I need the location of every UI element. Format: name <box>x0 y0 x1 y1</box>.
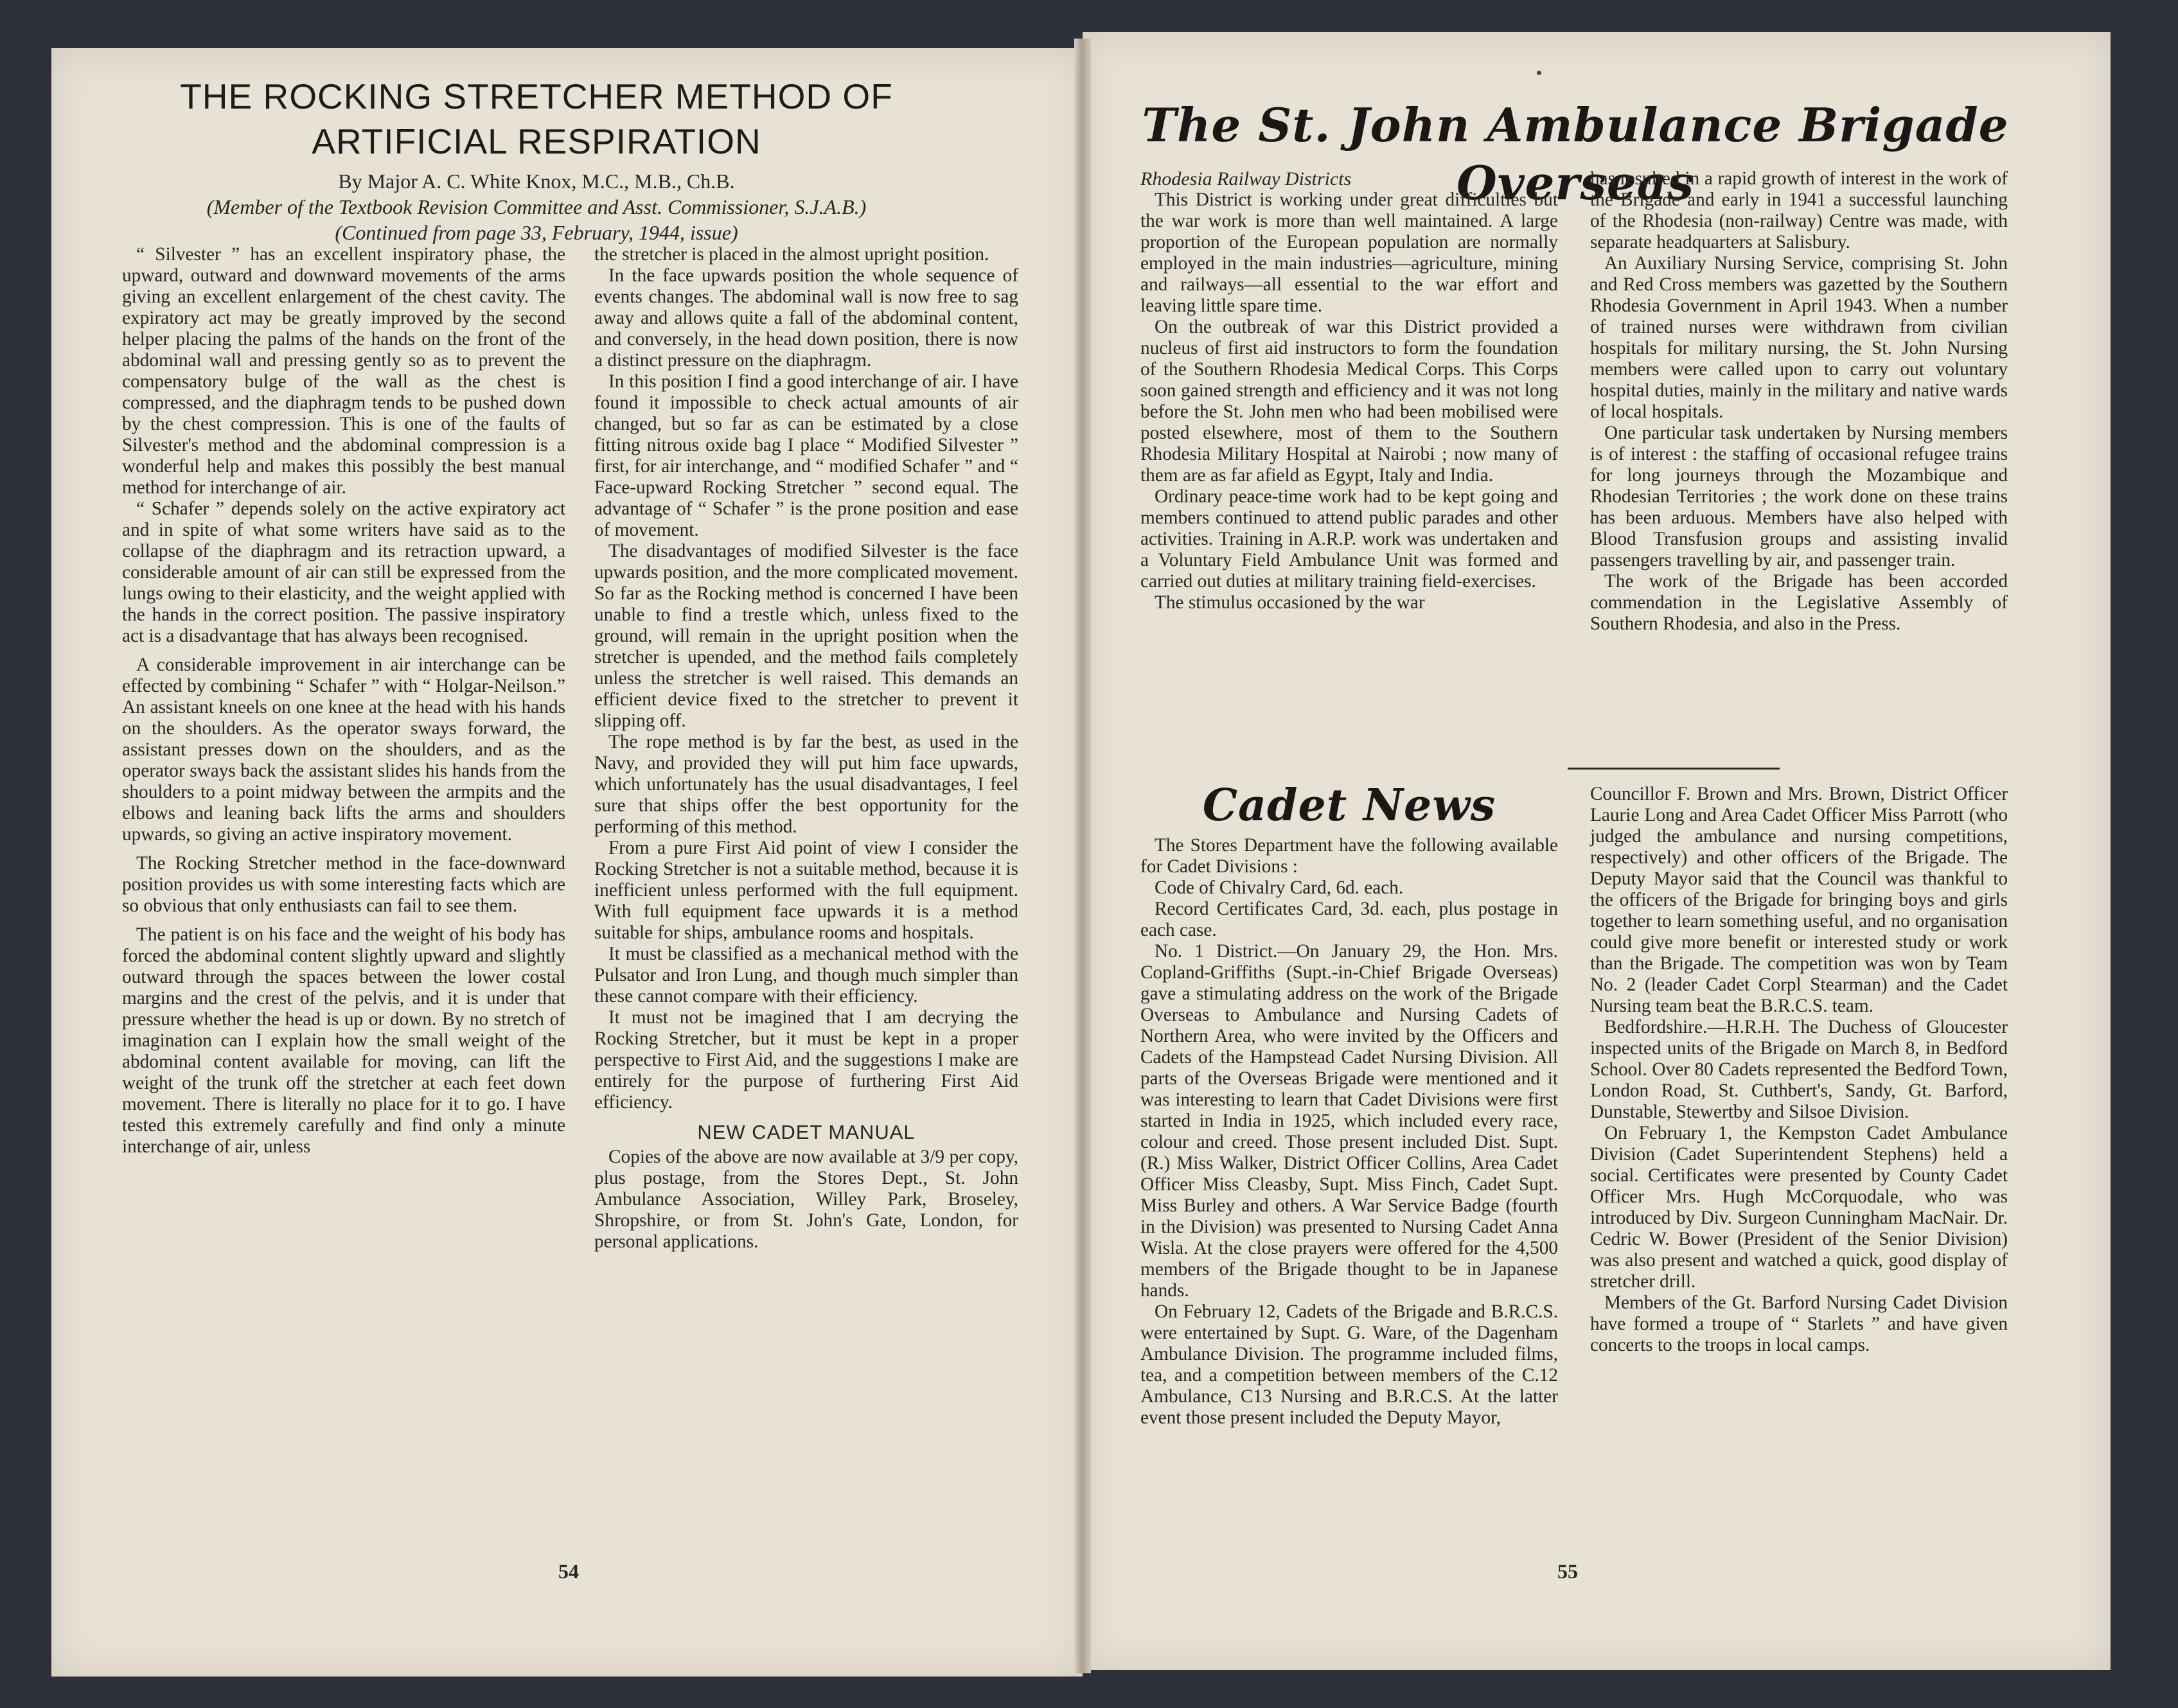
paragraph: The Rocking Stretcher method in the face-downward position provides us with some interesting facts which are so obvious that only enthusiasts can fail to see them. <box>122 853 565 916</box>
paragraph: The work of the Brigade has been accorded commendation in the Legislative Assembly of Southern Rhodesia, and also in the Press. <box>1590 571 2008 634</box>
paragraph: This District is working under great difficulties but the war work is more than well maintained. A large proportion of the European population are normally employed in the main industries—agriculture, mining and railways—all essential to the war effort and leaving little spare time. <box>1140 189 1558 316</box>
paragraph: One particular task undertaken by Nursing members is of interest : the staffing of occasional refugee trains for long journeys through the Mozambique and Rhodesian Territories ; the work done on these trains has been arduous. Members have also helped with Blood Transfusion groups and assisting invalid passengers travelling by air, and passenger train. <box>1590 423 2008 570</box>
paragraph: It must be classified as a mechanical method with the Pulsator and Iron Lung, and though much simpler than these cannot compare with their efficiency. <box>594 944 1018 1007</box>
right-column-1 <box>1140 168 1558 613</box>
paragraph: The stimulus occasioned by the war <box>1155 592 1425 613</box>
paragraph: It must not be imagined that I am decrying the Rocking Stretcher, but it must be kept in a proper perspective to First Aid, and the suggestions I make are entirely for the purpose of furthering First Aid efficiency. <box>594 1007 1018 1113</box>
section-subheading: Rhodesia Railway Districts <box>1140 168 1352 189</box>
paragraph: In the face upwards position the whole sequence of events changes. The abdominal wall is now free to sag away and allows quite a fall of the abdominal content, and conversely, in the head down position, there is now a distinct pressure on the diaphragm. <box>594 265 1018 371</box>
book-spine <box>1074 39 1091 1673</box>
paragraph: An Auxiliary Nursing Service, comprising St. John and Red Cross members was gazetted by the Southern Rhodesia Government in April 1943. When a number of trained nurses were withdrawn from civilian hospitals for military nursing, the St. John Nursing members were called upon to carry out voluntary hospital duties, mainly in the military and native wards of local hospitals. <box>1590 253 2008 422</box>
paragraph: In this position I find a good interchange of air. I have found it impossible to check actual amounts of air changed, but so far as can be estimated by a close fitting nitrous oxide bag I place “ Modified Silvester ” first, for air interchange, and “ modified Schafer ” and “ Face-upward Rocking Stretcher ” second equal. The advantage of “ Schafer ” is the prone position and ease of movement. <box>594 371 1018 540</box>
paragraph: The patient is on his face and the weight of his body has forced the abdominal content slightly upward and slightly outward through the spaces between the lower costal margins and the crest of the pelvis, and it is under that pressure whether the head is up or down. By no stretch of imagination can I explain how the small weight of the abdominal content available for moving, can lift the weight of the trunk off the stretcher at each feet down movement. There is literally no place for it to go. I have tested this extremely carefully and find only a minute interchange of air, unless <box>122 924 565 1157</box>
paragraph: No. 1 District.—On January 29, the Hon. Mrs. Copland-Griffiths (Supt.-in-Chief Brigade Overseas) gave a stimulating address on the work of the Brigade Overseas to Ambulance and Nursing Cadets of Northern Area, who were invited by the Officers and Cadets of the Hampstead Cadet Nursing Division. All parts of the Overseas Brigade were mentioned and it was interesting to learn that Cadet Divisions were first started in India in 1925, which included every race, colour and creed. Those present included Dist. Supt. (R.) Miss Walker, District Officer Collins, Area Cadet Officer Miss Cleasby, Supt. Miss Finch, Cadet Supt. Miss Burley and others. A War Service Badge (fourth in the Division) was presented to Nursing Cadet Anna Wisla. At the close prayers were offered for the 4,500 members of the Brigade thought to be in Japanese hands. <box>1140 941 1558 1301</box>
article-byline-block <box>161 168 912 245</box>
page-number-left: 54 <box>558 1560 579 1583</box>
author-credential: (Member of the Textbook Revision Committee and Asst. Commissioner, S.J.A.B.) <box>206 195 867 218</box>
manual-heading: NEW CADET MANUAL <box>697 1121 916 1143</box>
paragraph: “ Silvester ” has an excellent inspiratory phase, the upward, outward and downward movements of the arms giving an excellent enlargement of the chest cavity. The expiratory act may be greatly improved by the second helper placing the palms of the hands on the front of the abdominal wall and pressing gently so as to prevent the compensatory bulge of the wall as the chest is compressed, and the diaphragm tends to be pushed down by the chest compression. This is one of the faults of Silvester's method and the abdominal compression is a wonderful help and makes this possibly the best manual method for interchange of air. <box>122 244 565 498</box>
paragraph: Code of Chivalry Card, 6d. each. <box>1155 877 1404 898</box>
paragraph: Record Certificates Card, 3d. each, plus postage in each case. <box>1140 899 1558 940</box>
author-byline: By Major A. C. White Knox, M.C., M.B., Ch.B. <box>338 170 735 193</box>
continued-note: (Continued from page 33, February, 1944, issue) <box>335 221 738 244</box>
paragraph: On the outbreak of war this District provided a nucleus of first aid instructors to form the foundation of the Southern Rhodesia Medical Corps. This Corps soon gained strength and efficiency and it was not long before the St. John men who had been mobilised were posted elsewhere, most of them to the Southern Rhodesia Military Hospital at Nairobi ; now many of them are as far afield as Egypt, Italy and India. <box>1140 317 1558 486</box>
paragraph: From a pure First Aid point of view I consider the Rocking Stretcher is not a suitable method, because it is inefficient unless performed with the full equipment. With full equipment face upwards it is a method suitable for ships, ambulance rooms and hospitals. <box>594 838 1018 943</box>
cadet-news-title: Cadet News <box>1202 780 1496 831</box>
right-column-2 <box>1590 168 2008 635</box>
paragraph: the stretcher is placed in the almost upright position. <box>594 244 989 265</box>
right-column-4 <box>1590 784 2008 1356</box>
manual-paragraph: Copies of the above are now available at 3/9 per copy, plus postage, from the Stores Dept., St. John Ambulance Association, Willey Park, Broseley, Shropshire, or from St. John's Gate, London, for personal applications. <box>594 1147 1018 1252</box>
print-speck <box>1537 71 1541 75</box>
left-column-1 <box>122 244 565 1158</box>
paragraph: Ordinary peace-time work had to be kept going and members continued to attend public parades and other activities. Training in A.R.P. work was undertaken and a Voluntary Field Ambulance Unit was formed and carried out duties at military training field-exercises. <box>1140 486 1558 592</box>
paragraph: On February 1, the Kempston Cadet Ambulance Division (Cadet Superintendent Stephens) held a social. Certificates were presented by County Cadet Officer Mrs. Hugh McCorquodale, who was introduced by Div. Surgeon Cunningham MacNair. Dr. Cedric W. Bower (President of the Senior Division) was also present and watched a quick, good display of stretcher drill. <box>1590 1123 2008 1292</box>
paragraph: Bedfordshire.—H.R.H. The Duchess of Gloucester inspected units of the Brigade on March 8, in Bedford School. Over 80 Cadets represented the Bedford Town, London Road, St. Cuthbert's, Sandy, Gt. Barford, Dunstable, Stewertby and Silsoe Division. <box>1590 1017 2008 1122</box>
section-title: The St. John Ambulance Brigade Overseas <box>1142 98 2009 210</box>
paragraph: Members of the Gt. Barford Nursing Cadet Division have formed a troupe of “ Starlets ” and have given concerts to the troops in local camps. <box>1590 1292 2008 1355</box>
paragraph: “ Schafer ” depends solely on the active expiratory act and in spite of what some writers have said as to the collapse of the diaphragm and its retraction upward, a considerable amount of air can still be expressed from the lungs owing to their elasticity, and the weight applied with the hands in the correct position. The passive inspiratory act is a disadvantage that has always been recognised. <box>122 498 565 646</box>
right-column-3 <box>1140 835 1558 1429</box>
paragraph: Councillor F. Brown and Mrs. Brown, District Officer Laurie Long and Area Cadet Officer Miss Parrott (who judged the ambulance and nursing competitions, respectively) and other officers of the Brigade. The Deputy Mayor said that the Council was thankful to the officers of the Brigade for bringing boys and girls together to learn something useful, and no organisation could give more benefit or interested study or work than the Brigade. The competition was won by Team No. 2 (leader Cadet Corpl Stearman) and the Cadet Nursing team beat the B.R.C.S. team. <box>1590 784 2008 1016</box>
article-title: THE ROCKING STRETCHER METHOD OF ARTIFICIAL RESPIRATION <box>180 76 893 161</box>
paragraph: The rope method is by far the best, as used in the Navy, and provided they will put him face upwards, which unfortunately has the usual disadvantages, I feel sure that ships offer the best opportunity for the performing of this method. <box>594 732 1018 837</box>
paragraph: A considerable improvement in air interchange can be effected by combining “ Schafer ” with “ Holgar-Neilson.” An assistant kneels on one knee at the head with his hands on the shoulders. As the operator sways forward, the assistant presses down on the shoulders, and as the operator sways back the assistant slides his hands from the shoulders to a point midway between the armpits and the elbows and leaning back lifts the arms and shoulders upwards, so giving an active inspiratory movement. <box>122 655 565 845</box>
paragraph: The Stores Department have the following available for Cadet Divisions : <box>1140 835 1558 877</box>
paragraph: has resulted in a rapid growth of interest in the work of the Brigade and early in 1941 a successful launching of the Rhodesia (non-railway) Centre was made, with separate headquarters at Salisbury. <box>1590 168 2008 252</box>
paragraph: On February 12, Cadets of the Brigade and B.R.C.S. were entertained by Supt. G. Ware, of the Dagenham Ambulance Division. The programme included films, tea, and a competition between members of the C.12 Ambulance, C13 Nursing and B.R.C.S. At the latter event those present included the Deputy Mayor, <box>1140 1301 1558 1428</box>
paragraph: The disadvantages of modified Silvester is the face upwards position, and the more complicated movement. So far as the Rocking method is concerned I have been unable to find a trestle which, unless fixed to the ground, will remain in the upright position when the stretcher is upended, and the method fails completely unless the stretcher is well raised. This demands an efficient device fixed to the stretcher to prevent it slipping off. <box>594 541 1018 731</box>
section-divider <box>1568 768 1780 770</box>
page-number-right: 55 <box>1557 1560 1578 1583</box>
left-column-2 <box>594 244 1018 1253</box>
